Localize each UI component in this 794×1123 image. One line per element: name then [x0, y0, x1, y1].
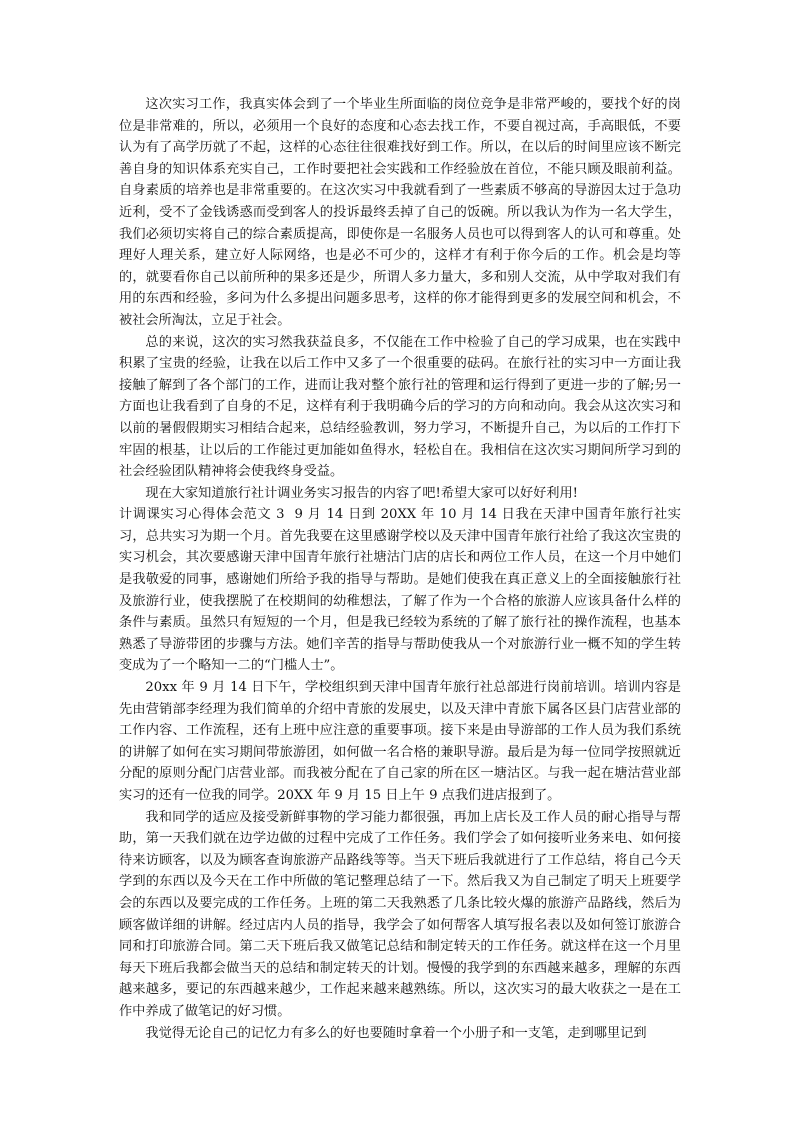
- document-body: [119, 94, 681, 1044]
- paragraph-training: 20xx 年 9 月 14 日下午，学校组织到天津中国青年旅行社总部进行岗前培训。培训内容是先由营销部李经理为我们简单的介绍中青旅的发展史，以及天津中青旅下属各区县门店营业部的工作内容、工作流程，还有上班中应注意的重要事项。接下来是由导游部的工作人员为我们系统的讲解了如何在实习期间带旅游团，如何做一名合格的兼职导游。最后是为每一位同学按照就近分配的原则分配门店营业部。而我被分配在了自己家的所在区一塘沽区。与我一起在塘沽营业部实习的还有一位我的同学。20XX 年 9 月 15 日上午 9 点我们进店报到了。: [119, 680, 681, 803]
- essay-intro-text: 9 月 14 日到 20XX 年 10 月 14 日我在天津中国青年旅行社实习，总共实习为期一个月。首先我要在这里感谢学校以及天津中国青年旅行社给了我这次宝贵的实习机会，其次要感谢天津中国青年旅行社塘沽门店的店长和两位工作人员，在这一个月中她们是我敬爱的同事，感谢她们所给予我的指导与帮助。是她们使我在真正意义上的全面接触旅行社及旅游行业，使我摆脱了在校期间的幼稚想法，了解了作为一个合格的旅游人应该具备什么样的条件与素质。虽然只有短短的一个月，但是我已经较为系统的了解了旅行社的操作流程，也基本熟悉了导游带团的步骤与方法。她们辛苦的指导与帮助使我从一个对旅游行业一概不知的学生转变成为了一个略知一二的“门槛人士”。: [119, 507, 681, 674]
- paragraph-internship-reflection: 这次实习工作，我真实体会到了一个毕业生所面临的岗位竞争是非常严峻的，要找个好的岗位是非常难的，所以，必须用一个良好的态度和心态去找工作，不要自视过高，手高眼低，不要认为有了高学历就了不起，这样的心态往往很难找好到工作。所以，在以后的时间里应该不断完善自身的知识体系充实自己，工作时要把社会实践和工作经验放在首位，不能只顾及眼前利益。自身素质的培养也是非常重要的。在这次实习中我就看到了一些素质不够高的导游因太过于急功近利，受不了金钱诱惑而受到客人的投诉最终丢掉了自己的饭碗。所以我认为作为一名大学生，我们必须切实将自己的综合素质提高，即使你是一名服务人员也可以得到客人的认可和尊重。处理好人理关系，建立好人际网络，也是必不可少的，这样才有利于你今后的工作。机会是均等的，就要看你自己以前所种的果多还是少，所谓人多力量大，多和别人交流，从中学取对我们有用的东西和经验，多问为什么多提出问题多思考，这样的你才能得到更多的发展空间和机会，不被社会所淘汰，立足于社会。: [119, 97, 681, 328]
- paragraph-essay-3-intro: [119, 504, 681, 677]
- paragraph-summary: 总的来说，这次的实习然我获益良多，不仅能在工作中检验了自己的学习成果，也在实践中积累了宝贵的经验，让我在以后工作中又多了一个很重要的砝码。在旅行社的实习中一方面让我接触了解到了各个部门的工作，进而让我对整个旅行社的管理和运行得到了更进一步的了解;另一方面也让我看到了自身的不足，这样有利于我明确今后的学习的方向和动向。我会从这次实习和以前的暑假假期实习相结合起来，总结经验教训，努力学习，不断提升自己，为以后的工作打下牢固的根基，让以后的工作能过更加能如鱼得水，轻松自在。我相信在这次实习期间所学习到的社会经验团队精神将会使我终身受益。: [119, 334, 681, 480]
- essay-title: 计调课实习心得体会范文 3: [119, 507, 285, 523]
- paragraph-notebook: 我觉得无论自己的记忆力有多么的好也要随时拿着一个小册子和一支笔，走到哪里记到: [145, 1025, 647, 1041]
- paragraph-closing-note: 现在大家知道旅行社计调业务实习报告的内容了吧!希望大家可以好好利用!: [145, 485, 578, 501]
- paragraph-daily-work: 我和同学的适应及接受新鲜事物的学习能力都很强，再加上店长及工作人员的耐心指导与帮助，第一天我们就在边学边做的过程中完成了工作任务。我们学会了如何接听业务来电、如何接待来访顾客，以及为顾客查询旅游产品路线等等。当天下班后我就进行了工作总结，将自己今天学到的东西以及今天在工作中所做的笔记整理总结了一下。然后我又为自己制定了明天上班要学会的东西以及要完成的工作任务。上班的第二天我熟悉了几条比较火爆的旅游产品路线，然后为顾客做详细的讲解。经过店内人员的指导，我学会了如何帮客人填写报名表以及如何签订旅游合同和打印旅游合同。第二天下班后我又做笔记总结和制定转天的工作任务。就这样在这一个月里每天下班后我都会做当天的总结和制定转天的计划。慢慢的我学到的东西越来越多，理解的东西越来越多，要记的东西越来越少，工作起来越来越熟练。所以，这次实习的最大收获之一是在工作中养成了做笔记的好习惯。: [119, 809, 681, 1019]
